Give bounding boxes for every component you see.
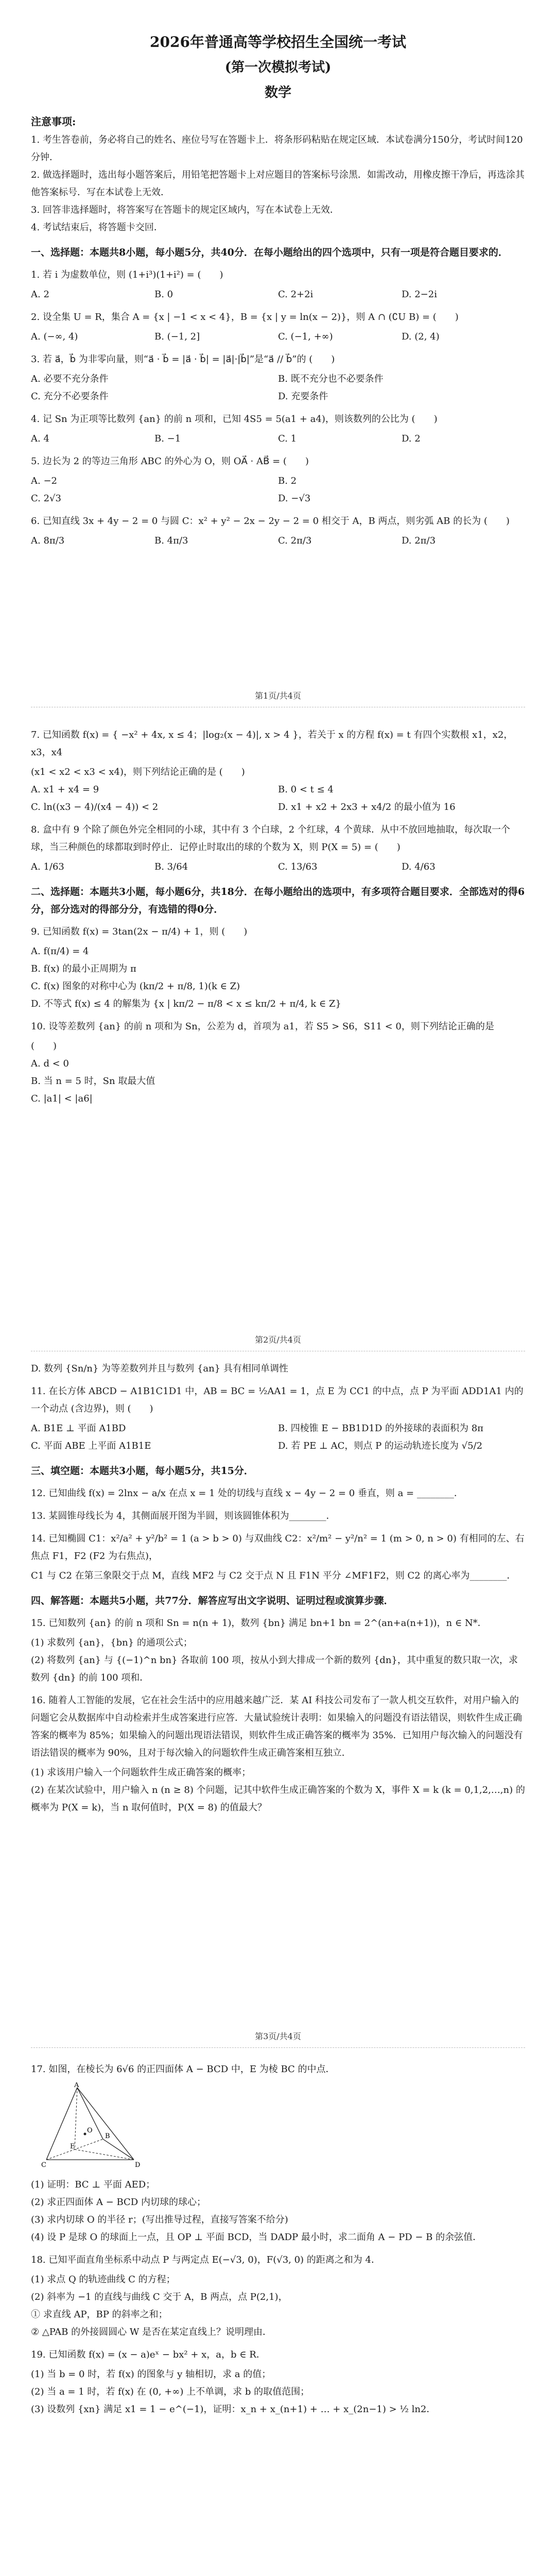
question-19: [31, 2346, 525, 2418]
question-stem: 16. 随着人工智能的发展，它在社会生活中的应用越来越广泛．某 AI 科技公司发布了一款人机交互软件，对用户输入的问题它会从数据库中自动检索并生成答案进行应答．大量试验统计表明：如果输入的问题没有语法错误，则软件生成正确答案的概率为 85%；如果输入的问题出现语法错误，则软件生成正确答案的概率为 35%．已知用户每次输入的问题没有语法错误的概率为 90%，且对于每次输入的问题软件生成正确答案相互独立．: [31, 1695, 523, 1758]
option-a: A. (−∞, 4): [31, 331, 78, 342]
question-stem: 4. 记 Sn 为正项等比数列 {an} 的前 n 项和，已知 4S5 = 5(a1 + a4)，则该数列的公比为 ( ): [31, 414, 438, 425]
option-c: C. 2√3: [31, 493, 61, 504]
question-10-option-d: D. 数列 {Sn/n} 为等差数列并且与数列 {an} 具有相同单调性: [31, 1363, 288, 1374]
edge-ad: [77, 2088, 134, 2160]
page-divider: [31, 2047, 525, 2048]
section-heading: 二、选择题：本题共3小题，每小题6分，共18分．在每小题给出的选项中，有多项符合题目要求．全部选对的得6分，部分选对的得部分分，有选错的得0分．: [31, 886, 525, 915]
option-d: D. 4/63: [402, 861, 436, 872]
question-stem: 3. 若 a⃗，b⃗ 为非零向量，则“a⃗ · b⃗ = |a⃗ · b⃗| = |a⃗|·|b⃗|”是“a⃗ // b⃗”的 ( ): [31, 354, 335, 365]
question-3: [31, 351, 525, 405]
option-d: D. 2π/3: [402, 535, 436, 546]
page-footer: 第1页/共4页: [255, 691, 301, 701]
exam-subject: 数学: [264, 85, 291, 100]
question-5: [31, 453, 525, 507]
notice-heading: 注意事项:: [31, 115, 76, 128]
notice-block: [31, 113, 525, 236]
option-a: A. 8π/3: [31, 535, 65, 546]
option-c: C. 充分不必要条件: [31, 391, 109, 402]
question-16: [31, 1692, 525, 1817]
question-stem: 8. 盒中有 9 个除了颜色外完全相同的小球，其中有 3 个白球，2 个红球，4 个黄球．从中不放回地抽取，每次取一个球，当三种颜色的球都取到时停止．记停止时取出的球的个数为 X，则 P(X = 5) = ( ): [31, 824, 511, 853]
question-part: (3) 求内切球 O 的半径 r；(写出推导过程，直接写答案不给分): [31, 2214, 288, 2225]
exam-page-2: [31, 721, 525, 1108]
question-stem: 9. 已知函数 f(x) = 3tan(2x − π/4) + 1，则 ( ): [31, 926, 248, 937]
option-c: C. 2+2i: [278, 289, 314, 300]
question-stem-cont: ( ): [31, 1041, 57, 1052]
label-e: E: [70, 2143, 75, 2150]
page-footer: 第3页/共4页: [255, 2031, 301, 2041]
center-o-dot: [84, 2133, 86, 2136]
question-stem: 14. 已知椭圆 C1：x²/a² + y²/b² = 1 (a > b > 0) 与双曲线 C2：x²/m² − y²/n² = 1 (m > 0, n > 0) 有相同的左、右焦点 F1，F2 (F2 为右焦点)，: [31, 1533, 525, 1562]
option-d: D. 2−2i: [402, 289, 437, 300]
exam-page-3: [31, 1360, 525, 1817]
option-d: D. −√3: [278, 493, 311, 504]
notice-item: 1. 考生答卷前，务必将自己的姓名、座位号写在答题卡上．将条形码粘贴在规定区域．本试卷满分150分，考试时间120分钟．: [31, 134, 523, 163]
question-stem: 17. 如图，在棱长为 6√6 的正四面体 A − BCD 中，E 为棱 BC 的中点．: [31, 2064, 335, 2075]
exam-page-4: [31, 2056, 525, 2418]
tetrahedron-figure: [41, 2082, 525, 2172]
option-b: B. 既不充分也不必要条件: [278, 374, 384, 384]
question-9: [31, 923, 525, 1013]
question-stem: 6. 已知直线 3x + 4y − 2 = 0 与圆 C：x² + y² − 2x − 2y − 2 = 0 相交于 A，B 两点，则劣弧 AB 的长为 ( ): [31, 516, 510, 527]
edge-bd: [103, 2139, 134, 2160]
label-b: B: [105, 2132, 110, 2140]
label-o: O: [87, 2127, 93, 2134]
edge-ae: [75, 2088, 77, 2149]
question-18: [31, 2251, 525, 2341]
question-part: (2) 斜率为 −1 的直线与曲线 C 交于 A，B 两点，点 P(2,1)，: [31, 2292, 288, 2302]
question-part: (2) 求正四面体 A − BCD 内切球的球心；: [31, 2197, 206, 2208]
question-13: 13. 某圆锥母线长为 4，其侧面展开图为半圆，则该圆锥体积为________．: [31, 1511, 336, 1521]
question-6: [31, 513, 525, 550]
question-11: [31, 1383, 525, 1455]
label-c: C: [41, 2161, 46, 2169]
question-14: [31, 1530, 525, 1585]
question-part: (3) 设数列 {xn} 满足 x1 = 1 − e^(−1)，证明：x_n + x_(n+1) + … + x_(2n−1) > ½ ln2．: [31, 2404, 436, 2415]
question-stem-cont: (x1 < x2 < x3 < x4)，则下列结论正确的是 ( ): [31, 767, 245, 777]
option-c: C. (−1, +∞): [278, 331, 333, 342]
question-stem: 19. 已知函数 f(x) = (x − a)eˣ − bx² + x，a，b ∈ R．: [31, 2349, 266, 2360]
notice-item: 2. 做选择题时，选出每小题答案后，用铅笔把答题卡上对应题目的答案标号涂黑．如需改动，用橡皮擦干净后，再选涂其他答案标号．写在本试卷上无效．: [31, 170, 525, 198]
question-part: (1) 求数列 {an}，{bn} 的通项公式；: [31, 1637, 193, 1648]
option-a: A. x1 + x4 = 9: [31, 784, 99, 795]
option-b: B. 0: [154, 289, 173, 300]
exam-page-1: [31, 31, 525, 550]
question-part: (1) 证明：BC ⊥ 平面 AED；: [31, 2179, 155, 2190]
page-footer: 第2页/共4页: [255, 1335, 301, 1345]
question-part: ① 求直线 AP，BP 的斜率之和；: [31, 2309, 168, 2320]
option-c: C. 平面 ABE 上平面 A1B1E: [31, 1440, 151, 1451]
option-b: B. 4π/3: [154, 535, 188, 546]
question-8: [31, 821, 525, 876]
question-stem: 11. 在长方体 ABCD − A1B1C1D1 中，AB = BC = ½AA1 = 1，点 E 为 CC1 的中点，点 P 为平面 ADD1A1 内的一个动点 (含边界)，则 ( ): [31, 1386, 524, 1414]
question-17: [31, 2061, 525, 2246]
question-stem: 2. 设全集 U = R，集合 A = {x | −1 < x < 4}，B = {x | y = ln(x − 2)}，则 A ∩ (∁U B) = ( ): [31, 312, 459, 323]
option-a: A. d < 0: [31, 1058, 69, 1069]
question-part: (1) 求点 Q 的轨迹曲线 C 的方程；: [31, 2274, 176, 2285]
question-stem: 10. 设等差数列 {an} 的前 n 项和为 Sn，公差为 d，首项为 a1，若 S5 > S6，S11 < 0，则下列结论正确的是: [31, 1021, 494, 1032]
option-b: B. −1: [154, 433, 181, 444]
label-a: A: [74, 2082, 79, 2089]
question-stem: 18. 已知平面直角坐标系中动点 P 与两定点 E(−√3, 0)，F(√3, 0) 的距离之和为 4．: [31, 2255, 380, 2265]
option-b: B. 2: [278, 476, 297, 486]
option-b: B. 四棱锥 E − BB1D1D 的外接球的表面积为 8π: [278, 1423, 484, 1434]
question-10: [31, 1018, 525, 1108]
question-part: (2) 在某次试验中，用户输入 n (n ≥ 8) 个问题，记其中软件生成正确答案的个数为 X，事件 X = k (k = 0,1,2,…,n) 的概率为 P(X = k)，当 n 取何值时，P(X = 8) 的值最大？: [31, 1785, 525, 1813]
option-a: A. 1/63: [31, 861, 64, 872]
question-part: (1) 当 b = 0 时，若 f(x) 的图象与 y 轴相切，求 a 的值；: [31, 2369, 271, 2380]
section-heading: 四、解答题：本题共5小题，共77分．解答应写出文字说明、证明过程或演算步骤．: [31, 1595, 394, 1606]
notice-item: 4. 考试结束后，将答题卡交回．: [31, 222, 163, 233]
option-c: C. ln((x3 − 4)/(x4 − 4)) < 2: [31, 802, 159, 812]
option-b: B. 3/64: [154, 861, 188, 872]
question-part: (1) 求该用户输入一个问题软件生成正确答案的概率；: [31, 1767, 251, 1778]
option-d: D. 充要条件: [278, 391, 328, 402]
question-7: [31, 726, 525, 816]
option-a: A. 必要不充分条件: [31, 374, 109, 384]
edge-ed: [75, 2149, 134, 2160]
option-a: A. 2: [31, 289, 49, 300]
option-c: C. f(x) 图象的对称中心为 (kπ/2 + π/8, 1)(k ∈ Z): [31, 981, 240, 992]
option-b: B. 0 < t ≤ 4: [278, 784, 334, 795]
option-d: D. 不等式 f(x) ≤ 4 的解集为 {x | kπ/2 − π/8 < x ≤ kπ/2 + π/4, k ∈ Z}: [31, 998, 341, 1009]
label-d: D: [135, 2161, 141, 2169]
question-part: (2) 当 a = 1 时，若 f(x) 在 (0, +∞) 上不单调，求 b 的取值范围；: [31, 2386, 310, 2397]
option-b: B. 当 n = 5 时，Sn 取最大值: [31, 1076, 155, 1087]
section-heading: 一、选择题：本题共8小题，每小题5分，共40分．在每小题给出的四个选项中，只有一项是符合题目要求的．: [31, 247, 508, 258]
question-12: 12. 已知曲线 f(x) = 2lnx − a/x 在点 x = 1 处的切线与直线 x − 4y − 2 = 0 垂直，则 a = ________．: [31, 1488, 463, 1499]
question-15: [31, 1615, 525, 1687]
option-c: C. |a1| < |a6|: [31, 1093, 93, 1104]
option-d: D. (2, 4): [402, 331, 440, 342]
option-c: C. 1: [278, 433, 297, 444]
question-1: [31, 266, 525, 303]
option-a: A. B1E ⊥ 平面 A1BD: [31, 1423, 126, 1434]
option-a: A. −2: [31, 476, 57, 486]
question-4: [31, 411, 525, 448]
option-d: D. 若 PE ⊥ AC，则点 P 的运动轨迹长度为 √5/2: [278, 1440, 483, 1451]
question-part: ② △PAB 的外接圆圆心 W 是否在某定直线上？说明理由．: [31, 2327, 272, 2337]
question-stem: 15. 已知数列 {an} 的前 n 项和 Sn = n(n + 1)，数列 {bn} 满足 bn+1 bn = 2^(an+a(n+1))，n ∈ N*．: [31, 1618, 487, 1629]
option-c: C. 13/63: [278, 861, 318, 872]
option-a: A. 4: [31, 433, 49, 444]
question-stem: 7. 已知函数 f(x) = { −x² + 4x, x ≤ 4；|log₂(x − 4)|, x > 4 }，若关于 x 的方程 f(x) = t 有四个实数根 x1，x2，x3，x4: [31, 730, 513, 758]
question-part: (2) 将数列 {an} 与 {(−1)^n bn} 各取前 100 项，按从小到大排成一个新的数列 {dn}，其中重复的数只取一次，求数列 {dn} 的前 100 项和．: [31, 1655, 518, 1683]
option-a: A. f(π/4) = 4: [31, 946, 89, 957]
option-b: B. f(x) 的最小正周期为 π: [31, 963, 136, 974]
question-part: (4) 设 P 是球 O 的球面上一点，且 OP ⊥ 平面 BCD，当 DADP 最小时，求二面角 A − PD − B 的余弦值．: [31, 2232, 482, 2243]
question-2: [31, 309, 525, 346]
exam-subtitle: (第一次模拟考试): [224, 60, 332, 75]
option-b: B. (−1, 2]: [154, 331, 200, 342]
question-stem: 1. 若 i 为虚数单位，则 (1+i³)(1+i²) = ( ): [31, 269, 223, 280]
option-c: C. 2π/3: [278, 535, 312, 546]
question-stem-cont: C1 与 C2 在第三象限交于点 M，直线 MF2 与 C2 交于点 N 且 F1N 平分 ∠MF1F2，则 C2 的离心率为________．: [31, 1570, 516, 1581]
notice-item: 3. 回答非选择题时，将答案写在答题卡的规定区域内，写在本试卷上无效．: [31, 205, 339, 215]
section-heading: 三、填空题：本题共3小题，每小题5分，共15分．: [31, 1465, 254, 1477]
option-d: D. x1 + x2 + 2x3 + x4/2 的最小值为 16: [278, 802, 456, 812]
exam-title: 2026年普通高等学校招生全国统一考试: [150, 33, 406, 50]
option-d: D. 2: [402, 433, 421, 444]
question-stem: 5. 边长为 2 的等边三角形 ABC 的外心为 O，则 OA⃗ · AB⃗ = ( ): [31, 456, 309, 467]
